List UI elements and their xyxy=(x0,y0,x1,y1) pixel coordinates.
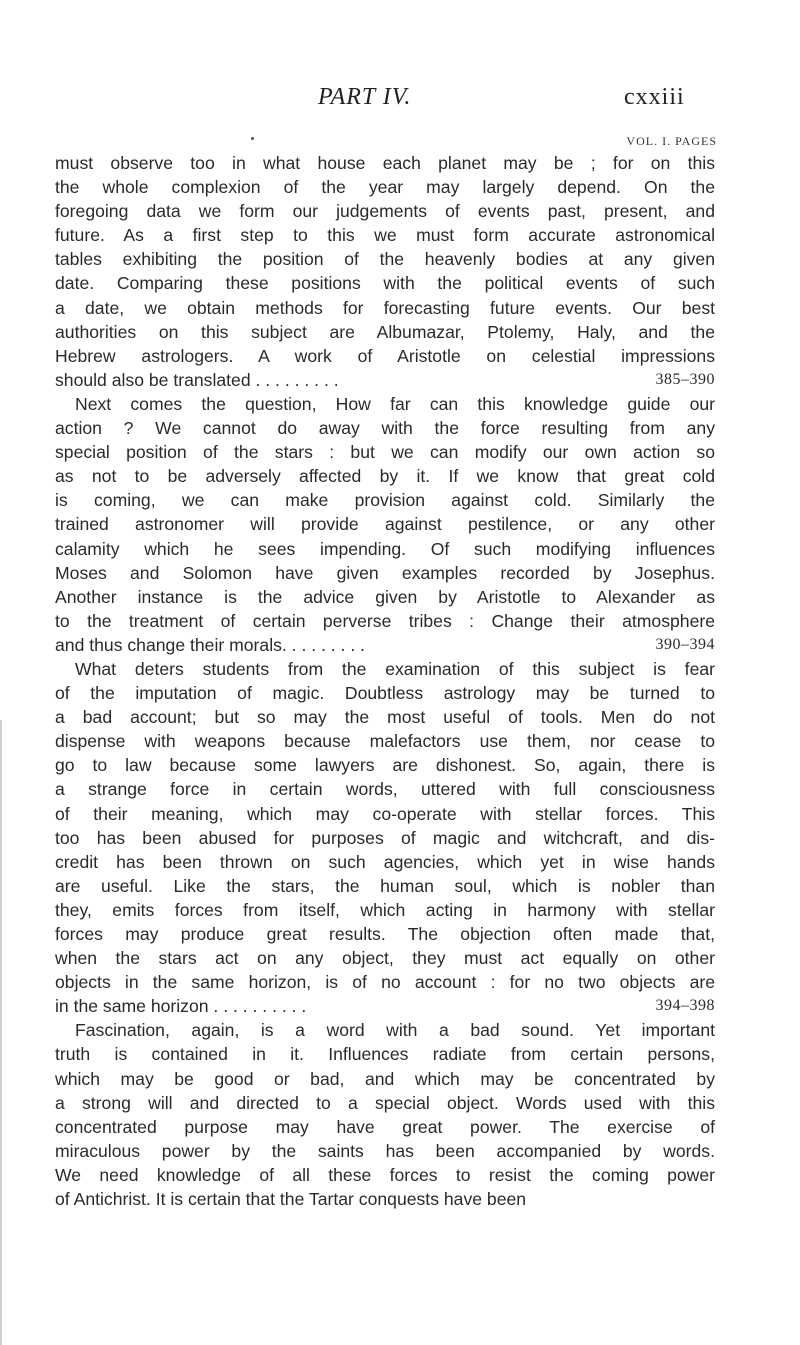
text-line: We need knowledge of all these forces to resist the coming power xyxy=(55,1164,715,1185)
page-range: 390–394 xyxy=(655,635,715,653)
text-line: is coming, we can make provision against cold. Similarly the xyxy=(55,490,715,511)
body-text xyxy=(55,151,715,1211)
entry-text: should also be translated . . . . . . . . . xyxy=(55,369,339,390)
part-title: PART IV. xyxy=(318,84,412,110)
text-line: of Antichrist. It is certain that the Tartar conquests have been xyxy=(55,1189,527,1210)
text-line: What deters students from the examination of this subject is fear xyxy=(75,658,715,679)
text-line: trained astronomer will provide against pestilence, or any other xyxy=(55,514,715,535)
page-edge-shadow xyxy=(0,720,2,1345)
entry-text: and thus change their morals. . . . . . . . . xyxy=(55,634,365,655)
text-line: truth is contained in it. Influences radiate from certain persons, xyxy=(55,1044,715,1065)
entry-text: in the same horizon . . . . . . . . . . xyxy=(55,996,307,1017)
text-line: future. As a first step to this we must form accurate astronomical xyxy=(55,225,715,246)
text-line: dispense with weapons because malefactors use them, nor cease to xyxy=(55,731,715,752)
text-line: to the treatment of certain perverse tribes : Change their atmosphere xyxy=(55,610,715,631)
running-head xyxy=(0,80,800,120)
text-line: too has been abused for purposes of magic and witchcraft, and dis- xyxy=(55,827,715,848)
text-line: Hebrew astrologers. A work of Aristotle on celestial impressions xyxy=(55,345,715,366)
text-line: tables exhibiting the position of the heavenly bodies at any given xyxy=(55,249,715,270)
text-line: foregoing data we form our judgements of events past, present, and xyxy=(55,201,715,222)
page-number: cxxiii xyxy=(624,84,685,110)
text-line: a bad account; but so may the most useful of tools. Men do not xyxy=(55,707,715,728)
text-line: when the stars act on any object, they must act equally on other xyxy=(55,948,715,969)
text-line: authorities on this subject are Albumazar, Ptolemy, Haly, and the xyxy=(55,321,715,342)
index-entry-line xyxy=(55,633,715,657)
text-line: a date, we obtain methods for forecasting future events. Our best xyxy=(55,297,715,318)
text-line: concentrated purpose may have great power. The exercise of xyxy=(55,1116,715,1137)
text-line: miraculous power by the saints has been accompanied by words. xyxy=(55,1140,715,1161)
text-line: Another instance is the advice given by Aristotle to Alexander as xyxy=(55,586,715,607)
text-line: of the imputation of magic. Doubtless astrology may be turned to xyxy=(55,683,715,704)
text-line: Fascination, again, is a word with a bad sound. Yet important xyxy=(75,1020,715,1041)
text-line: Moses and Solomon have given examples recorded by Josephus. xyxy=(55,562,715,583)
column-head-vol-pages: VOL. I. PAGES xyxy=(626,134,717,148)
text-line: of their meaning, which may co-operate with stellar forces. This xyxy=(55,803,715,824)
text-line: date. Comparing these positions with the political events of such xyxy=(55,273,715,294)
text-line: are useful. Like the stars, the human soul, which is nobler than xyxy=(55,875,715,896)
text-line: they, emits forces from itself, which acting in harmony with stellar xyxy=(55,899,715,920)
index-entry-line xyxy=(55,994,715,1018)
text-line: forces may produce great results. The objection often made that, xyxy=(55,924,715,944)
page-range: 394–398 xyxy=(655,997,715,1015)
text-line: as not to be adversely affected by it. If we know that great cold xyxy=(55,466,715,487)
text-line: objects in the same horizon, is of no account : for no two objects are xyxy=(55,972,715,993)
print-speck xyxy=(251,137,254,140)
text-line: must observe too in what house each planet may be ; for on this xyxy=(55,153,715,173)
index-entry-line xyxy=(55,368,715,392)
text-line: calamity which he sees impending. Of such modifying influences xyxy=(55,538,715,559)
text-line: the whole complexion of the year may largely depend. On the xyxy=(55,177,715,198)
text-line: which may be good or bad, and which may be concentrated by xyxy=(55,1068,715,1089)
text-line: a strange force in certain words, uttered with full consciousness xyxy=(55,779,715,800)
text-line: special position of the stars : but we can modify our own action so xyxy=(55,442,715,463)
page-range: 385–390 xyxy=(655,370,715,388)
text-line: credit has been thrown on such agencies, which yet in wise hands xyxy=(55,851,715,872)
text-line: go to law because some lawyers are dishonest. So, again, there is xyxy=(55,755,715,776)
text-line: a strong will and directed to a special object. Words used with this xyxy=(55,1092,715,1113)
text-line: Next comes the question, How far can this knowledge guide our xyxy=(75,393,715,414)
text-line: action ? We cannot do away with the force resulting from any xyxy=(55,418,715,439)
